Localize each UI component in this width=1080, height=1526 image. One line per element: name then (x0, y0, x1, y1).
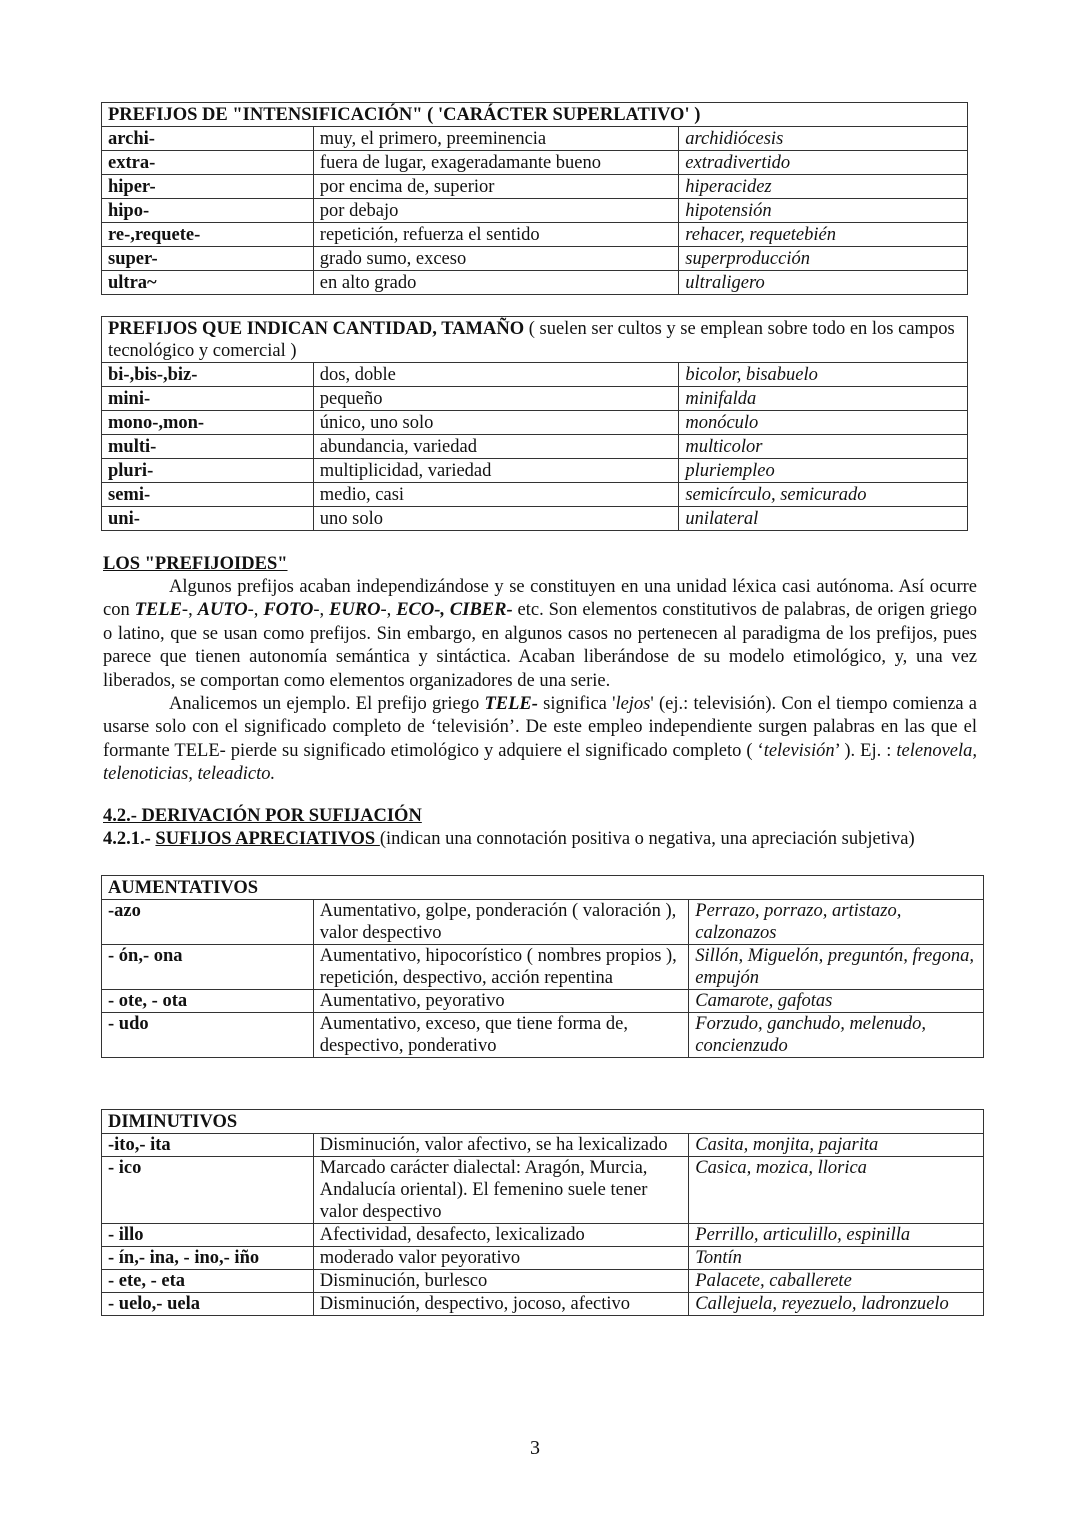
example-cell: rehacer, requetebién (679, 223, 968, 247)
text: -, (181, 600, 198, 621)
table-header: DIMINUTIVOS (102, 1110, 984, 1134)
meaning-cell: uno solo (313, 507, 679, 531)
example-cell: hiperacidez (679, 175, 968, 199)
text: Analicemos un ejemplo. El prefijo griego (169, 694, 485, 715)
suffix-cell: - ico (102, 1157, 314, 1224)
text: -, (380, 600, 397, 621)
meaning-cell: moderado valor peyorativo (313, 1247, 689, 1270)
meaning-cell: Aumentativo, exceso, que tiene forma de, despectivo, ponderativo (313, 1013, 689, 1058)
meaning-cell: fuera de lugar, exageradamante bueno (313, 151, 679, 175)
meaning-cell: en alto grado (313, 271, 679, 295)
subsection-title: SUFIJOS APRECIATIVOS (155, 829, 380, 849)
table-row (102, 900, 984, 945)
text: ' (ej.: televisión). Con el tiempo comienza a usarse solo con el significado completo de ‘televisión’. De este empleo independiente surgen palabras en las que el formante TELE- pierde su significado etimológico y adquiere el significado completo ( ‘ (103, 694, 977, 761)
table-row (102, 1157, 984, 1224)
emphasis: telenovela, telenoticias, teleadicto. (103, 740, 978, 785)
page-number: 3 (530, 1437, 540, 1459)
intensificacion-table (101, 102, 968, 295)
example-cell: minifalda (679, 387, 968, 411)
example-cell: semicírculo, semicurado (679, 483, 968, 507)
emphasis: FOTO (263, 600, 314, 621)
table-row (102, 1247, 984, 1270)
meaning-cell: Afectividad, desafecto, lexicalizado (313, 1224, 689, 1247)
table-header-note: ( suelen ser cultos y se emplean sobre todo en los campos tecnológico y comercial ) (108, 319, 955, 361)
prefix-cell: uni- (102, 507, 314, 531)
meaning-cell: dos, doble (313, 363, 679, 387)
text: -, (313, 600, 330, 621)
suffix-cell: - ón,- ona (102, 945, 314, 990)
example-cell: Camarote, gafotas (689, 990, 984, 1013)
meaning-cell: único, uno solo (313, 411, 679, 435)
prefijoides-title: LOS "PREFIJOIDES" (103, 554, 288, 574)
prefix-cell: re-,requete- (102, 223, 314, 247)
meaning-cell: Marcado carácter dialectal: Aragón, Murcia, Andalucía oriental). El femenino suele tener valor despectivo (313, 1157, 689, 1224)
prefix-cell: archi- (102, 127, 314, 151)
subsection-number: 4.2.1.- (103, 829, 156, 849)
prefix-cell: pluri- (102, 459, 314, 483)
meaning-cell: repetición, refuerza el sentido (313, 223, 679, 247)
suffix-cell: - ete, - eta (102, 1270, 314, 1293)
table-row (102, 1134, 984, 1157)
text: etc. Son elementos constitutivos de palabras, de origen griego o latino, que se usan como prefijos. Sin embargo, en algunos casos no pertenecen al paradigma de los prefijos, pues parece que tienen autonomía semántica y sintáctica. Acaban liberándose de su modelo etimológico, y, una vez liberados, se comportan como elementos organizadores de una serie. (103, 600, 978, 691)
prefix-cell: hipo- (102, 199, 314, 223)
meaning-cell: pequeño (313, 387, 679, 411)
emphasis: ECO-, (396, 600, 446, 621)
table-row (102, 175, 968, 199)
table-row (102, 223, 968, 247)
table-row (102, 363, 968, 387)
table-row (102, 990, 984, 1013)
prefix-cell: hiper- (102, 175, 314, 199)
prefijoides-body (103, 576, 977, 787)
example-cell: bicolor, bisabuelo (679, 363, 968, 387)
table-row (102, 435, 968, 459)
suffix-cell: - uelo,- uela (102, 1293, 314, 1316)
diminutivos-table (101, 1109, 984, 1316)
suffix-cell: -ito,- ita (102, 1134, 314, 1157)
prefijoides-paragraph-2 (103, 693, 977, 787)
meaning-cell: medio, casi (313, 483, 679, 507)
example-cell: ultraligero (679, 271, 968, 295)
prefix-cell: mini- (102, 387, 314, 411)
table-row (102, 1270, 984, 1293)
cantidad-table (101, 316, 968, 531)
sufijos-apreciativos-heading (103, 828, 923, 851)
suffix-cell: - illo (102, 1224, 314, 1247)
text: significa ' (537, 694, 616, 715)
meaning-cell: Aumentativo, hipocorístico ( nombres propios ), repetición, despectivo, acción repentina (313, 945, 689, 990)
meaning-cell: grado sumo, exceso (313, 247, 679, 271)
emphasis: CIBER- (449, 600, 513, 621)
prefijoides-paragraph-1 (103, 576, 977, 693)
emphasis: lejos (615, 694, 651, 715)
meaning-cell: Disminución, burlesco (313, 1270, 689, 1293)
table-row (102, 387, 968, 411)
suffix-cell: - ote, - ota (102, 990, 314, 1013)
table-header (102, 317, 968, 363)
table-row (102, 1293, 984, 1316)
table-row (102, 1013, 984, 1058)
example-cell: Sillón, Miguelón, preguntón, fregona, empujón (689, 945, 984, 990)
table-row (102, 507, 968, 531)
aumentativos-table (101, 875, 984, 1058)
meaning-cell: por encima de, superior (313, 175, 679, 199)
prefix-cell: multi- (102, 435, 314, 459)
example-cell: Callejuela, reyezuelo, ladronzuelo (689, 1293, 984, 1316)
prefix-cell: ultra~ (102, 271, 314, 295)
text: -, (247, 600, 264, 621)
emphasis: televisión (763, 740, 835, 761)
table-row (102, 151, 968, 175)
table-row (102, 459, 968, 483)
table-row (102, 1224, 984, 1247)
example-cell: monóculo (679, 411, 968, 435)
example-cell: Palacete, caballerete (689, 1270, 984, 1293)
example-cell: Perrillo, articulillo, espinilla (689, 1224, 984, 1247)
table-row (102, 483, 968, 507)
example-cell: superproducción (679, 247, 968, 271)
meaning-cell: Aumentativo, golpe, ponderación ( valoración ), valor despectivo (313, 900, 689, 945)
emphasis: AUTO (197, 600, 248, 621)
table-row (102, 247, 968, 271)
text: Algunos prefijos acaban independizándose y se constituyen en una unidad léxica casi autónoma. Así ocurre con (103, 577, 977, 621)
example-cell: Tontín (689, 1247, 984, 1270)
meaning-cell: Aumentativo, peyorativo (313, 990, 689, 1013)
table-row (102, 411, 968, 435)
table-row (102, 271, 968, 295)
example-cell: Casita, monjita, pajarita (689, 1134, 984, 1157)
table-header-title: PREFIJOS QUE INDICAN CANTIDAD, TAMAÑO (108, 319, 525, 339)
prefix-cell: mono-,mon- (102, 411, 314, 435)
meaning-cell: Disminución, valor afectivo, se ha lexicalizado (313, 1134, 689, 1157)
prefix-cell: super- (102, 247, 314, 271)
example-cell: Casica, mozica, llorica (689, 1157, 984, 1224)
example-cell: unilateral (679, 507, 968, 531)
meaning-cell: abundancia, variedad (313, 435, 679, 459)
suffix-cell: - udo (102, 1013, 314, 1058)
meaning-cell: multiplicidad, variedad (313, 459, 679, 483)
table-row (102, 127, 968, 151)
example-cell: Forzudo, ganchudo, melenudo, concienzudo (689, 1013, 984, 1058)
suffix-cell: - ín,- ina, - ino,- iño (102, 1247, 314, 1270)
example-cell: Perrazo, porrazo, artistazo, calzonazos (689, 900, 984, 945)
prefix-cell: semi- (102, 483, 314, 507)
example-cell: extradivertido (679, 151, 968, 175)
text: ’ ). Ej. : (834, 740, 897, 761)
prefix-cell: extra- (102, 151, 314, 175)
example-cell: archidiócesis (679, 127, 968, 151)
table-row (102, 199, 968, 223)
example-cell: multicolor (679, 435, 968, 459)
example-cell: pluriempleo (679, 459, 968, 483)
meaning-cell: muy, el primero, preeminencia (313, 127, 679, 151)
subsection-note: (indican una connotación positiva o negativa, una apreciación subjetiva) (379, 829, 915, 849)
emphasis: TELE (134, 600, 182, 621)
sufijacion-title: 4.2.- DERIVACIÓN POR SUFIJACIÓN (103, 806, 422, 826)
table-header: AUMENTATIVOS (102, 876, 984, 900)
suffix-cell: -azo (102, 900, 314, 945)
table-row (102, 945, 984, 990)
prefix-cell: bi-,bis-,biz- (102, 363, 314, 387)
emphasis: TELE- (484, 694, 538, 715)
table-header: PREFIJOS DE "INTENSIFICACIÓN" ( 'CARÁCTER SUPERLATIVO' ) (102, 103, 968, 127)
emphasis: EURO (329, 600, 381, 621)
meaning-cell: Disminución, despectivo, jocoso, afectivo (313, 1293, 689, 1316)
meaning-cell: por debajo (313, 199, 679, 223)
example-cell: hipotensión (679, 199, 968, 223)
